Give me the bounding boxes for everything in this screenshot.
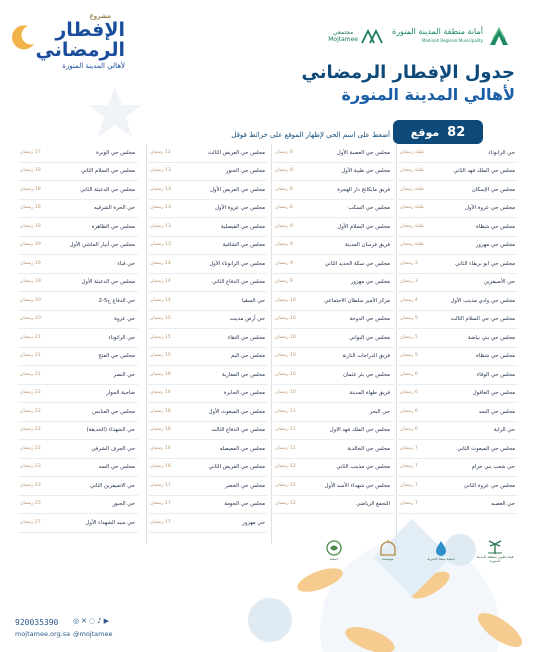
district-link[interactable]: مجلس حي الخضر: [225, 482, 265, 489]
iftar-day: 18 رمضان: [20, 168, 41, 174]
district-link[interactable]: مجلس حي سكة الحديد الثاني: [324, 260, 390, 267]
table-row: [398, 459, 518, 478]
iftar-day: 7 رمضان: [400, 501, 418, 507]
project-label: مشروع: [89, 12, 111, 20]
iftar-day: 22 رمضان: [20, 427, 41, 433]
partner-logo-2-text: جمعية سقيا الخيرية: [427, 557, 456, 561]
project-logo: [15, 12, 125, 82]
table-row: [398, 292, 518, 311]
iftar-day: طيلة رمضان: [400, 149, 424, 155]
partner-logo-3: [366, 539, 410, 561]
district-link[interactable]: مجلس حي مهزور: [350, 279, 390, 286]
iftar-day: 19 رمضان: [20, 279, 41, 285]
table-row: [398, 218, 518, 237]
table-row: [148, 496, 268, 515]
table-row: [398, 274, 518, 293]
iftar-day: 12 رمضان: [150, 149, 171, 155]
iftar-day: طيلة رمضان: [400, 205, 424, 211]
iftar-day: 13 رمضان: [150, 242, 171, 248]
iftar-day: 18 رمضان: [20, 186, 41, 192]
iftar-day: 12 رمضان: [275, 501, 296, 507]
table-row: [148, 459, 268, 478]
district-link[interactable]: حي شعب بني حرام: [471, 464, 515, 471]
district-link[interactable]: مجلس حي السد: [478, 408, 515, 415]
iftar-day: 7 رمضان: [400, 445, 418, 451]
table-row: [148, 292, 268, 311]
iftar-day: 18 رمضان: [20, 205, 41, 211]
schedule-column-3: [148, 144, 268, 533]
district-link[interactable]: مجلس حي شهداء الأسد الأول: [324, 482, 390, 489]
table-row: [273, 218, 393, 237]
district-link[interactable]: حي الجبور: [112, 501, 135, 508]
table-row: [273, 255, 393, 274]
iftar-day: 13 رمضان: [150, 223, 171, 229]
district-link[interactable]: مجلس حي العنابس: [92, 408, 135, 415]
header-logos: [322, 20, 512, 52]
district-link[interactable]: مجلس حي السد: [98, 464, 135, 471]
district-link[interactable]: مجلس حي الدعيثة الأول: [81, 279, 135, 286]
table-row: [273, 292, 393, 311]
district-link[interactable]: حي البحر: [369, 408, 390, 415]
partner-logo-1-text: هيئة تطوير منطقة المدينة المنورة: [476, 555, 514, 563]
district-link[interactable]: مجلس حي الظاهرة: [91, 223, 135, 230]
iftar-day: 25 رمضان: [20, 501, 41, 507]
iftar-day: 19 رمضان: [20, 260, 41, 266]
district-link[interactable]: مجلس حي الشافية: [222, 242, 265, 249]
iftar-day: 13 رمضان: [150, 168, 171, 174]
iftar-day: 10 رمضان: [275, 334, 296, 340]
table-row: [18, 274, 138, 293]
district-link[interactable]: مجلس حي المغاربة: [221, 371, 265, 378]
district-link[interactable]: مجلس حي السلام الأول: [337, 223, 390, 230]
star-pattern: [70, 85, 160, 145]
table-row: [273, 440, 393, 459]
district-link[interactable]: حي الرانوناء: [108, 334, 135, 341]
table-row: [398, 181, 518, 200]
iftar-day: 17 رمضان: [150, 501, 171, 507]
district-link[interactable]: مجلس حي شظاة: [476, 353, 515, 360]
table-row: [18, 181, 138, 200]
iftar-day: 10 رمضان: [275, 353, 296, 359]
schedule-column-1: [398, 144, 518, 514]
table-row: [398, 440, 518, 459]
iftar-day: 16 رمضان: [150, 427, 171, 433]
district-link[interactable]: مجلس حي الدعيثة الثاني: [80, 186, 135, 193]
table-row: [18, 237, 138, 256]
table-row: [148, 348, 268, 367]
table-row: [18, 348, 138, 367]
palm-emblem-icon: [484, 537, 506, 555]
table-row: [398, 403, 518, 422]
district-link[interactable]: مجلس حي العريض الأول: [210, 186, 265, 193]
table-row: [148, 181, 268, 200]
project-line1: الإفطار: [55, 19, 125, 41]
table-row: [273, 496, 393, 515]
iftar-day: 17 رمضان: [20, 149, 41, 155]
table-row: [18, 366, 138, 385]
table-row: [18, 514, 138, 533]
iftar-day: 16 رمضان: [150, 408, 171, 414]
table-row: [18, 440, 138, 459]
district-link[interactable]: مجلس حي وادي مذينب الأول: [450, 297, 515, 304]
table-row: [18, 329, 138, 348]
table-row: [148, 274, 268, 293]
partner-logo-2: [419, 539, 463, 561]
table-row: [273, 163, 393, 182]
table-row: [18, 385, 138, 404]
iftar-day: 19 رمضان: [20, 242, 41, 248]
table-row: [18, 496, 138, 515]
iftar-day: 17 رمضان: [150, 519, 171, 525]
district-link[interactable]: مجلس حي الدفاع الثالث: [211, 427, 265, 434]
table-row: [398, 329, 518, 348]
table-row: [273, 366, 393, 385]
district-link[interactable]: مركز الأمير سلطان الاجتماعي: [324, 297, 390, 304]
iftar-day: 6 رمضان: [400, 427, 418, 433]
partner-logo-1: [473, 537, 517, 563]
iftar-day: 12 رمضان: [275, 464, 296, 470]
table-row: [18, 163, 138, 182]
district-link[interactable]: مجلس حي المبعوث الثاني: [457, 445, 515, 452]
iftar-day: 23 رمضان: [20, 464, 41, 470]
table-row: [398, 144, 518, 163]
iftar-day: 14 رمضان: [150, 260, 171, 266]
tiktok-icon[interactable]: ♪: [97, 617, 102, 625]
district-link[interactable]: حي قباء: [117, 260, 135, 267]
district-link[interactable]: مجلس حي المبعوث الأول: [208, 408, 265, 415]
district-link[interactable]: مجلس حي بئر عثمان: [343, 371, 390, 378]
district-link[interactable]: مجلس حي البواني: [349, 334, 390, 341]
social-handle[interactable]: @mojtamee: [73, 630, 113, 638]
district-link[interactable]: مجلس حي السلام الثاني: [81, 168, 135, 175]
table-row: [273, 403, 393, 422]
social-icons: [73, 617, 109, 625]
water-drop-icon: [430, 539, 452, 557]
iftar-day: 6 رمضان: [400, 408, 418, 414]
table-row: [148, 144, 268, 163]
iftar-day: 6 رمضان: [400, 390, 418, 396]
district-link[interactable]: مجلس حي عروة الأول: [215, 205, 265, 212]
iftar-day: 9 رمضان: [275, 242, 293, 248]
iftar-day: 9 رمضان: [275, 279, 293, 285]
website-link[interactable]: mojtamee.org.sa: [15, 630, 71, 638]
partner-logo-4-text: جمعية: [329, 557, 339, 561]
amana-mark-icon: [486, 25, 512, 47]
table-row: [18, 200, 138, 219]
project-line2: الرمضاني: [35, 39, 125, 61]
table-row: [148, 200, 268, 219]
table-row: [398, 422, 518, 441]
iftar-day: 14 رمضان: [150, 279, 171, 285]
district-link[interactable]: حي الراية: [493, 427, 515, 434]
table-row: [398, 311, 518, 330]
district-link[interactable]: فريق طهاة المدينة: [349, 390, 390, 397]
table-row: [273, 274, 393, 293]
table-row: [273, 237, 393, 256]
district-link[interactable]: مجلس حي حي السلام الثالث: [450, 316, 515, 323]
district-link[interactable]: ضاحية الجوار: [106, 390, 135, 397]
partner-logos: [312, 535, 517, 565]
globe-icon[interactable]: ◎: [73, 617, 80, 625]
district-link[interactable]: حي الحرة الشرقيه: [94, 205, 135, 212]
iftar-day: 22 رمضان: [20, 445, 41, 451]
iftar-day: 15 رمضان: [150, 334, 171, 340]
map-hint: أضغط على اسم الحي لإظهار الموقع على خرائط قوقل: [231, 131, 390, 139]
district-link[interactable]: فريق مايكاتج دار الهجرة: [337, 186, 390, 193]
iftar-day: 11 رمضان: [275, 408, 296, 414]
district-link[interactable]: مجلس حي الدفاع الثاني: [212, 279, 265, 286]
district-link[interactable]: مجلس حي العاقول: [472, 390, 515, 397]
district-link[interactable]: مجلس حي أبيار الماشي الأول: [69, 242, 135, 249]
table-row: [148, 514, 268, 533]
iftar-day: 9 رمضان: [275, 260, 293, 266]
iftar-day: 10 رمضان: [275, 316, 296, 322]
district-link[interactable]: مجلس حي النقاء: [227, 334, 265, 341]
district-link[interactable]: حي مهزور: [242, 519, 265, 526]
table-row: [148, 311, 268, 330]
table-row: [398, 496, 518, 515]
schedule-column-2: [273, 144, 393, 514]
iftar-day: 16 رمضان: [150, 371, 171, 377]
district-link[interactable]: مجلس حي العصبة الأول: [336, 149, 390, 156]
iftar-day: 7 رمضان: [400, 482, 418, 488]
district-link[interactable]: مجلس حي الإسكان: [471, 186, 515, 193]
schedule-column-4: [18, 144, 138, 533]
district-link[interactable]: حي الرانوناء: [488, 149, 515, 156]
iftar-day: 8 رمضان: [275, 205, 293, 211]
district-link[interactable]: حي الدفاع ح5-2: [98, 297, 135, 304]
table-row: [148, 237, 268, 256]
table-row: [18, 255, 138, 274]
table-row: [18, 311, 138, 330]
count-value: 82: [447, 124, 466, 140]
mojtamee-ar: مجتمعي: [332, 29, 354, 36]
iftar-day: 16 رمضان: [150, 390, 171, 396]
table-row: [148, 422, 268, 441]
phone-number[interactable]: 920035390: [15, 618, 59, 627]
iftar-day: 6 رمضان: [400, 371, 418, 377]
district-link[interactable]: حي العصبه: [490, 501, 515, 508]
iftar-day: 15 رمضان: [150, 353, 171, 359]
table-row: [398, 477, 518, 496]
iftar-day: 18 رمضان: [20, 223, 41, 229]
table-row: [148, 403, 268, 422]
table-row: [398, 348, 518, 367]
table-row: [148, 329, 268, 348]
partner-logo-3-text: مؤسسة: [381, 557, 394, 561]
page-subtitle: لأهالي المدينة المنورة: [341, 85, 515, 104]
district-link[interactable]: حي السقيا: [241, 297, 265, 304]
mojtamee-mark-icon: [360, 27, 386, 45]
table-row: [398, 255, 518, 274]
district-link[interactable]: مجلس حي مذينب الثاني: [336, 464, 390, 471]
iftar-day: 10 رمضان: [275, 297, 296, 303]
iftar-day: 11 رمضان: [275, 445, 296, 451]
iftar-day: طيلة رمضان: [400, 168, 424, 174]
iftar-day: 4 رمضان: [400, 297, 418, 303]
iftar-day: طيلة رمضان: [400, 223, 424, 229]
table-row: [273, 144, 393, 163]
district-link[interactable]: التجمع الرياضي: [356, 501, 390, 508]
district-link[interactable]: مجلس حي اليم: [230, 353, 265, 360]
table-row: [148, 440, 268, 459]
district-link[interactable]: مجلس حي بني بياضة: [467, 334, 515, 341]
amana-name: أمانة منطقة المدينة المنورة: [392, 27, 483, 36]
iftar-day: طيلة رمضان: [400, 242, 424, 248]
iftar-day: 9 رمضان: [275, 223, 293, 229]
district-link[interactable]: مجلس حي الجبور: [225, 168, 265, 175]
round-emblem-icon: [323, 539, 345, 557]
district-link[interactable]: مجلس حي العريض الثالث: [207, 149, 265, 156]
district-link[interactable]: مجلس حي شظاة: [476, 223, 515, 230]
iftar-day: 10 رمضان: [275, 390, 296, 396]
column-divider: [396, 144, 397, 544]
iftar-day: 16 رمضان: [150, 445, 171, 451]
district-link[interactable]: مجلس حي ابو بريقاء الثاني: [455, 260, 515, 267]
district-link[interactable]: حي سيد الشهداء الأول: [85, 519, 135, 526]
column-divider: [271, 144, 272, 544]
iftar-day: 13 رمضان: [150, 186, 171, 192]
table-row: [18, 144, 138, 163]
table-row: [273, 459, 393, 478]
table-row: [148, 385, 268, 404]
iftar-day: 21 رمضان: [20, 334, 41, 340]
iftar-day: 22 رمضان: [20, 408, 41, 414]
district-link[interactable]: حي الأصيفرين: [483, 279, 515, 286]
iftar-day: 15 رمضان: [150, 316, 171, 322]
table-row: [18, 459, 138, 478]
table-row: [273, 329, 393, 348]
table-row: [148, 366, 268, 385]
district-link[interactable]: حي الشهداء (الحديقة): [86, 427, 135, 434]
iftar-day: 23 رمضان: [20, 482, 41, 488]
site-count-badge: [393, 120, 483, 144]
iftar-day: 8 رمضان: [275, 186, 293, 192]
district-link[interactable]: حي النصر: [113, 371, 135, 378]
district-link[interactable]: مجلس حي العريض الثاني: [208, 464, 265, 471]
table-row: [18, 292, 138, 311]
table-row: [18, 477, 138, 496]
iftar-day: 20 رمضان: [20, 297, 41, 303]
table-row: [148, 163, 268, 182]
iftar-day: 5 رمضان: [400, 353, 418, 359]
table-row: [273, 200, 393, 219]
table-row: [273, 348, 393, 367]
district-link[interactable]: مجلس حي عروة الثاني: [463, 482, 515, 489]
table-row: [273, 181, 393, 200]
amana-en: Madinah Regional Municipality: [422, 38, 483, 43]
district-link[interactable]: مجلس حي الفتح: [98, 353, 135, 360]
amana-logo: [392, 25, 512, 47]
district-link[interactable]: مجلس حي الملك فهد الاول: [329, 427, 390, 434]
table-row: [18, 403, 138, 422]
iftar-day: 5 رمضان: [400, 334, 418, 340]
iftar-day: 3 رمضان: [400, 279, 418, 285]
iftar-day: 14 رمضان: [150, 297, 171, 303]
page-title-block: [300, 62, 515, 106]
district-link[interactable]: فريق فرسان المدينة: [345, 242, 390, 249]
district-link[interactable]: حي أرض مدينت: [229, 316, 265, 323]
page-title: جدول الإفطار الرمضاني: [301, 62, 515, 83]
district-link[interactable]: مجلس حي الجومة: [224, 501, 265, 508]
column-divider: [146, 144, 147, 544]
district-link[interactable]: حي عروة: [114, 316, 135, 323]
project-line3: لأهالي المدينة المنورة: [62, 62, 125, 70]
table-row: [398, 385, 518, 404]
iftar-day: 27 رمضان: [20, 519, 41, 525]
iftar-day: 8 رمضان: [275, 168, 293, 174]
district-link[interactable]: مجلس حي السكب: [348, 205, 390, 212]
district-link[interactable]: حي الجرف الشرقي: [91, 445, 135, 452]
district-link[interactable]: مجلس حي عروة الأول: [465, 205, 515, 212]
district-link[interactable]: حي الاصيفرين الثاني: [90, 482, 135, 489]
table-row: [398, 237, 518, 256]
youtube-icon[interactable]: ▶: [103, 617, 109, 625]
dome-emblem-icon: [377, 539, 399, 557]
iftar-day: طيلة رمضان: [400, 186, 424, 192]
district-link[interactable]: مجلس حي مهزور: [475, 242, 515, 249]
iftar-day: 10 رمضان: [275, 371, 296, 377]
iftar-day: 21 رمضان: [20, 371, 41, 377]
district-link[interactable]: مجلس حي المعيصله: [219, 445, 265, 452]
table-row: [273, 385, 393, 404]
iftar-day: 5 رمضان: [400, 316, 418, 322]
count-label: موقع: [410, 125, 440, 139]
district-link[interactable]: مجلس حي الخالدية: [347, 445, 390, 452]
iftar-day: 8 رمضان: [275, 149, 293, 155]
iftar-day: 22 رمضان: [20, 390, 41, 396]
district-link[interactable]: مجلس حي الجابرة: [223, 390, 265, 397]
table-row: [148, 218, 268, 237]
district-link[interactable]: مجلس حي الملك فهد الثاني: [453, 168, 515, 175]
snapchat-icon[interactable]: ◌: [88, 617, 96, 625]
table-row: [18, 422, 138, 441]
table-row: [148, 255, 268, 274]
iftar-day: 21 رمضان: [20, 353, 41, 359]
mojtamee-logo: [328, 27, 386, 45]
iftar-day: 17 رمضان: [150, 482, 171, 488]
district-link[interactable]: مجلس حي طيبة الأول: [341, 168, 390, 175]
mojtamee-en: Mojtamee: [328, 36, 358, 43]
schedule-table: [18, 144, 518, 554]
iftar-day: 20 رمضان: [20, 316, 41, 322]
iftar-day: 7 رمضان: [400, 464, 418, 470]
partner-logo-4: [312, 539, 356, 561]
table-row: [273, 422, 393, 441]
district-link[interactable]: مجلس حي الوفاء: [476, 371, 515, 378]
iftar-day: 12 رمضان: [275, 482, 296, 488]
table-row: [273, 477, 393, 496]
district-link[interactable]: مجلس حي الوبرة: [96, 149, 135, 156]
table-row: [398, 200, 518, 219]
iftar-day: 13 رمضان: [150, 205, 171, 211]
iftar-day: 16 رمضان: [150, 464, 171, 470]
district-link[interactable]: مجلس حي الفيصلية: [221, 223, 265, 230]
table-row: [18, 218, 138, 237]
table-row: [273, 311, 393, 330]
x-icon[interactable]: ✕: [81, 617, 87, 625]
table-row: [398, 366, 518, 385]
iftar-day: 3 رمضان: [400, 260, 418, 266]
district-link[interactable]: مجلس حي الرانوناء الأول: [209, 260, 265, 267]
district-link[interactable]: مجلس حي الدوحة: [349, 316, 390, 323]
table-row: [398, 163, 518, 182]
table-row: [148, 477, 268, 496]
district-link[interactable]: فريق الدراجات النارية: [342, 353, 390, 360]
iftar-day: 11 رمضان: [275, 427, 296, 433]
